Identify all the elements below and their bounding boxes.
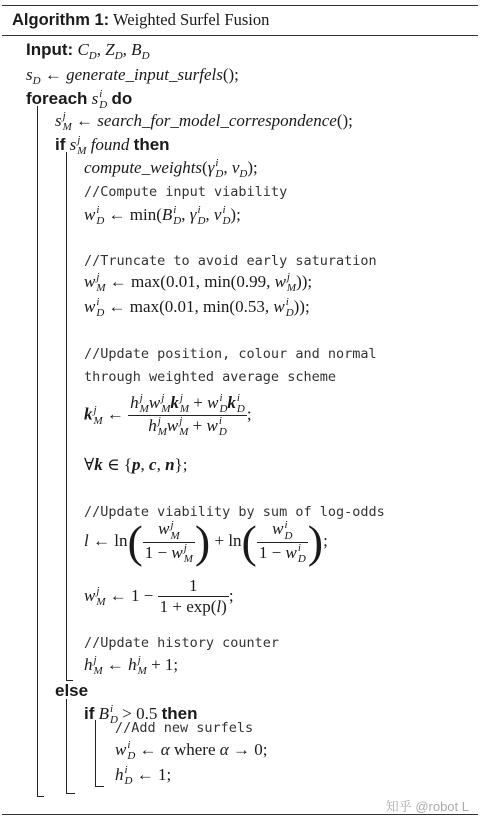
- algorithm-name: Weighted Surfel Fusion: [113, 10, 270, 29]
- new-weight-line: w i D ← α where α → 0;: [115, 739, 268, 762]
- new-history-line: h i D ← 1;: [115, 764, 172, 787]
- trunc-min-input: 0.01: [164, 296, 195, 316]
- comment-viability: //Compute input viability: [84, 184, 288, 200]
- comment-update-position-2: through weighted average scheme: [84, 369, 336, 385]
- generate-function: generate_input_surfels: [66, 65, 223, 84]
- weighted-average-line: k j M ← h j M w j M k j M + w i D k i D h j M w j M + w i D ;: [84, 392, 252, 439]
- comment-truncate: //Truncate to avoid early saturation: [84, 253, 377, 269]
- threshold-value: 0.5: [136, 703, 158, 723]
- compute-function: compute_weights: [84, 157, 203, 177]
- forall-line: ∀k ∈ {p, c, n};: [84, 455, 188, 474]
- truncate-model-line: w j M ← max(0.01, min(0.99, w j M ));: [84, 271, 313, 294]
- else-line: [55, 682, 88, 699]
- comment-log-odds: //Update viability by sum of log-odds: [84, 504, 385, 520]
- trunc-max-input: 0.53: [235, 296, 265, 316]
- log-odds-line: l ← ln( w j M 1 − w j M ) + ln( w i D 1 − w i D );: [84, 516, 328, 567]
- found-keyword: found: [90, 134, 130, 154]
- one-const-b: 1: [258, 542, 268, 562]
- algorithm-label: Algorithm 1:: [12, 11, 110, 29]
- then-keyword-2: then: [161, 703, 198, 723]
- compute-line: compute_weights(γ i D , $v_D$);: [84, 157, 258, 180]
- if-keyword-2: if: [84, 703, 95, 723]
- if-found-line: if s j M found then: [55, 134, 170, 157]
- foreach-keyword: foreach: [26, 88, 88, 108]
- watermark: 知乎 @robot L: [385, 799, 469, 814]
- viability-line: w i D ← min(B i D , γ i D , v i D );: [84, 204, 241, 227]
- else-keyword: else: [55, 681, 89, 700]
- one-const-a: 1: [144, 542, 154, 562]
- header-rule: [2, 35, 478, 36]
- search-function: search_for_model_correspondence: [97, 110, 337, 130]
- where-keyword: where: [173, 739, 216, 759]
- truncate-input-line: w i D ← max(0.01, min(0.53, w i D ));: [84, 296, 310, 319]
- comment-update-position-1: //Update position, colour and normal: [84, 346, 377, 362]
- foreach-line: foreach s i D do: [26, 88, 133, 111]
- search-line: s j M ← search_for_model_correspondence();: [55, 110, 353, 133]
- else-block-bar: [66, 699, 75, 794]
- algorithm-title: [12, 10, 269, 30]
- inner-then-block-bar: [95, 720, 104, 787]
- trunc-min-model: 0.01: [165, 271, 196, 291]
- trunc-max-model: 0.99: [236, 271, 267, 291]
- comment-new-surfels: //Add new surfels: [115, 720, 254, 736]
- then-block-bar: [66, 152, 73, 681]
- input-line: Input: $C_D$, $Z_D$, $B_D$: [26, 40, 150, 62]
- weighted-average-fraction: h j M w j M k j M + w i D k i D h j M w j M + w i D: [130, 392, 245, 439]
- then-keyword: then: [133, 134, 170, 154]
- input-keyword: Input:: [26, 40, 74, 59]
- history-line: h j M ← h j M + 1;: [84, 654, 179, 677]
- sigmoid-line: w j M ← 1 − $\frac{1}{1 + \exp(l)}$ ;: [84, 576, 234, 617]
- if-threshold-line: if B i D > 0.5 then: [84, 703, 198, 726]
- comment-history: //Update history counter: [84, 635, 280, 651]
- do-keyword: do: [111, 88, 133, 108]
- if-keyword: if: [55, 134, 66, 154]
- generate-line: $s_D$ ← generate_input_surfels();: [26, 65, 239, 87]
- foreach-block-bar: [37, 106, 44, 797]
